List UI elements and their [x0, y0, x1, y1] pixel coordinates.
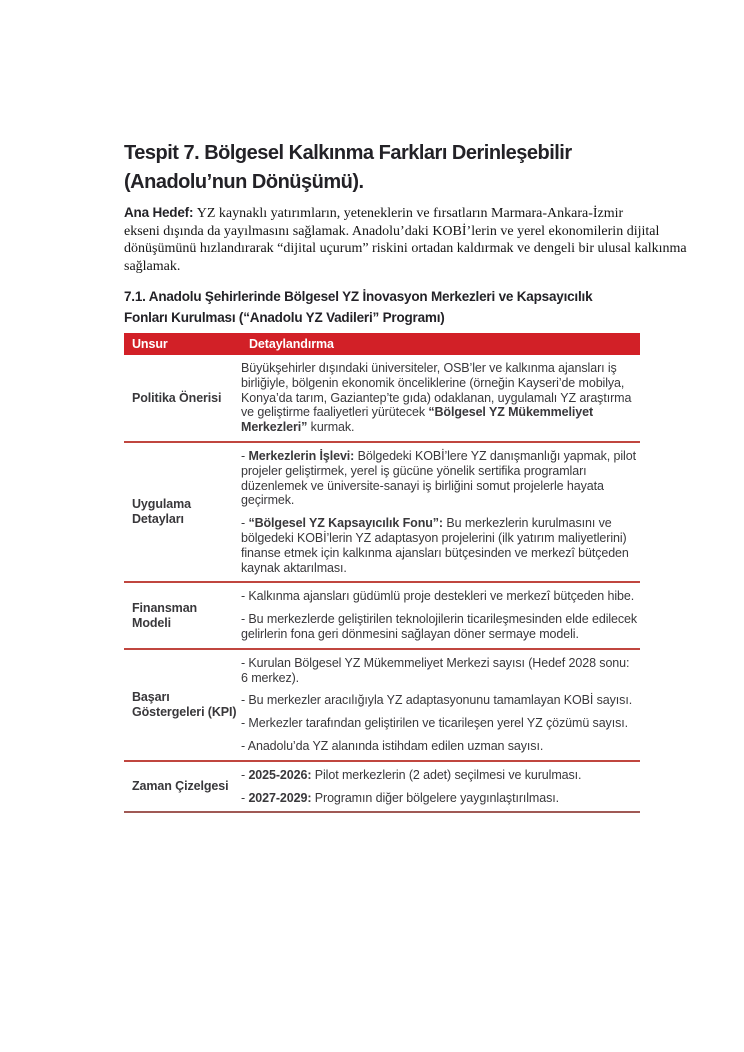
detail-paragraph: [241, 693, 638, 708]
policy-table: [124, 333, 640, 813]
detail-text: Bölgedeki KOBİ’lere YZ danışmanlığı yapmak, pilot projeler geliştirmek, yerel iş gücüne yönelik sertifika programları düzenlemek ve üniversite-sanayi iş birliğini somut projelerle hayata geçirmek.: [241, 448, 636, 508]
detail-text-bold: “Bölgesel YZ Kapsayıcılık Fonu”:: [248, 516, 443, 531]
table-body: [124, 355, 640, 812]
detail-paragraph: [241, 589, 638, 604]
detail-text: Programın diğer bölgelere yaygınlaştırılması.: [311, 790, 559, 805]
page-title-line-1: Tespit 7. Bölgesel Kalkınma Farkları Derinleşebilir: [124, 142, 572, 164]
column-header-detaylandirma: Detaylandırma: [249, 337, 334, 351]
detail-text: - Bu merkezler aracılığıyla YZ adaptasyonunu tamamlayan KOBİ sayısı.: [241, 693, 633, 708]
goal-line-4: sağlamak.: [124, 258, 181, 274]
detail-text: -: [241, 790, 249, 805]
goal-line-3: dönüşümünü hızlandırarak “dijital uçurum” riskini ortadan kaldırmak ve dengeli bir ulusal kalkınma: [124, 241, 687, 256]
row-detail: [241, 649, 640, 761]
detail-paragraph: [241, 449, 638, 508]
detail-paragraph: [241, 768, 638, 783]
column-header-unsur: Unsur: [132, 337, 168, 351]
detail-text: - Bu merkezlerde geliştirilen teknolojilerin ticarileşmesinden elde edilecek gelirlerin fona geri dönmesini sağlayan döner sermaye modeli.: [241, 612, 638, 641]
detail-paragraph: [241, 716, 638, 731]
detail-text: kurmak.: [307, 420, 355, 435]
row-detail: [241, 582, 640, 648]
detail-text: - Kalkınma ajansları güdümlü proje destekleri ve merkezî bütçeden hibe.: [241, 589, 635, 604]
row-label: Finansman Modeli: [132, 600, 198, 630]
page-title-line-2: (Anadolu’nun Dönüşümü).: [124, 171, 364, 193]
row-label: Zaman Çizelgesi: [132, 779, 229, 794]
detail-paragraph: [241, 516, 638, 575]
row-label: Uygulama Detayları: [132, 497, 191, 527]
table-row: [124, 355, 640, 442]
detail-text: - Anadolu’da YZ alanında istihdam edilen uzman sayısı.: [241, 738, 544, 753]
row-label: Politika Önerisi: [132, 390, 222, 405]
section-subheading-line-1: 7.1. Anadolu Şehirlerinde Bölgesel YZ İnovasyon Merkezleri ve Kapsayıcılık: [124, 289, 593, 304]
detail-text-bold: 2027-2029:: [248, 790, 312, 805]
row-detail: [241, 355, 640, 442]
detail-paragraph: [241, 361, 638, 435]
detail-text-bold: “Bölgesel YZ Mükemmeliyet Merkezleri”: [241, 405, 594, 435]
table-row: [124, 582, 640, 648]
detail-paragraph: [241, 656, 638, 686]
detail-text: - Kurulan Bölgesel YZ Mükemmeliyet Merkezi sayısı (Hedef 2028 sonu: 6 merkez).: [241, 655, 630, 685]
section-subheading: [124, 287, 640, 328]
goal-line-2: ekseni dışında da yayılmasını sağlamak. Anadolu’daki KOBİ’lerin ve yerel ekonomilerin dijital: [124, 223, 660, 239]
detail-text: Büyükşehirler dışındaki üniversiteler, OSB’ler ve kalkınma ajansları iş birliğiyle, bölgenin ekonomik önceliklerine (örneğin Kayseri’de mobilya, Konya’da tarım, Gaziantep’te gıda) odaklanan, uygulamalı YZ araştırma ve geliştirme faaliyetleri yürütecek: [241, 361, 632, 420]
detail-paragraph: [241, 739, 638, 754]
detail-text: -: [241, 516, 249, 531]
table-row: [124, 761, 640, 813]
table-row: [124, 442, 640, 582]
goal-line-1-text: YZ kaynaklı yatırımların, yeteneklerin ve fırsatların Marmara-Ankara-İzmir: [196, 206, 624, 221]
detail-text: - Merkezler tarafından geliştirilen ve ticarileşen yerel YZ çözümü sayısı.: [241, 716, 628, 731]
table-row: [124, 649, 640, 761]
goal-paragraph: [124, 204, 687, 275]
detail-paragraph: [241, 791, 638, 806]
detail-text: Bu merkezlerin kurulmasını ve bölgedeki KOBİ’lerin YZ adaptasyon projelerini (ilk yatırım maliyetlerini) finanse etmek için kalkınma ajansları bütçesinden ve merkezî bütçeden kaynak aktarılması.: [241, 516, 629, 575]
row-label: Başarı Göstergeleri (KPI): [132, 689, 237, 719]
detail-text: -: [241, 767, 249, 782]
page-content: [124, 139, 687, 813]
page-title: [124, 139, 640, 197]
goal-line-1: [124, 204, 640, 223]
table-header-row: [124, 333, 640, 355]
detail-paragraph: [241, 612, 638, 642]
detail-text-bold: Merkezlerin İşlevi:: [248, 448, 355, 463]
detail-text: Pilot merkezlerin (2 adet) seçilmesi ve kurulması.: [311, 767, 582, 782]
detail-text: -: [241, 448, 249, 463]
detail-text-bold: 2025-2026:: [248, 767, 312, 782]
goal-label: Ana Hedef:: [124, 205, 194, 220]
row-detail: [241, 761, 640, 813]
row-detail: [241, 442, 640, 582]
section-subheading-line-2: Fonları Kurulması (“Anadolu YZ Vadileri” Programı): [124, 309, 445, 325]
